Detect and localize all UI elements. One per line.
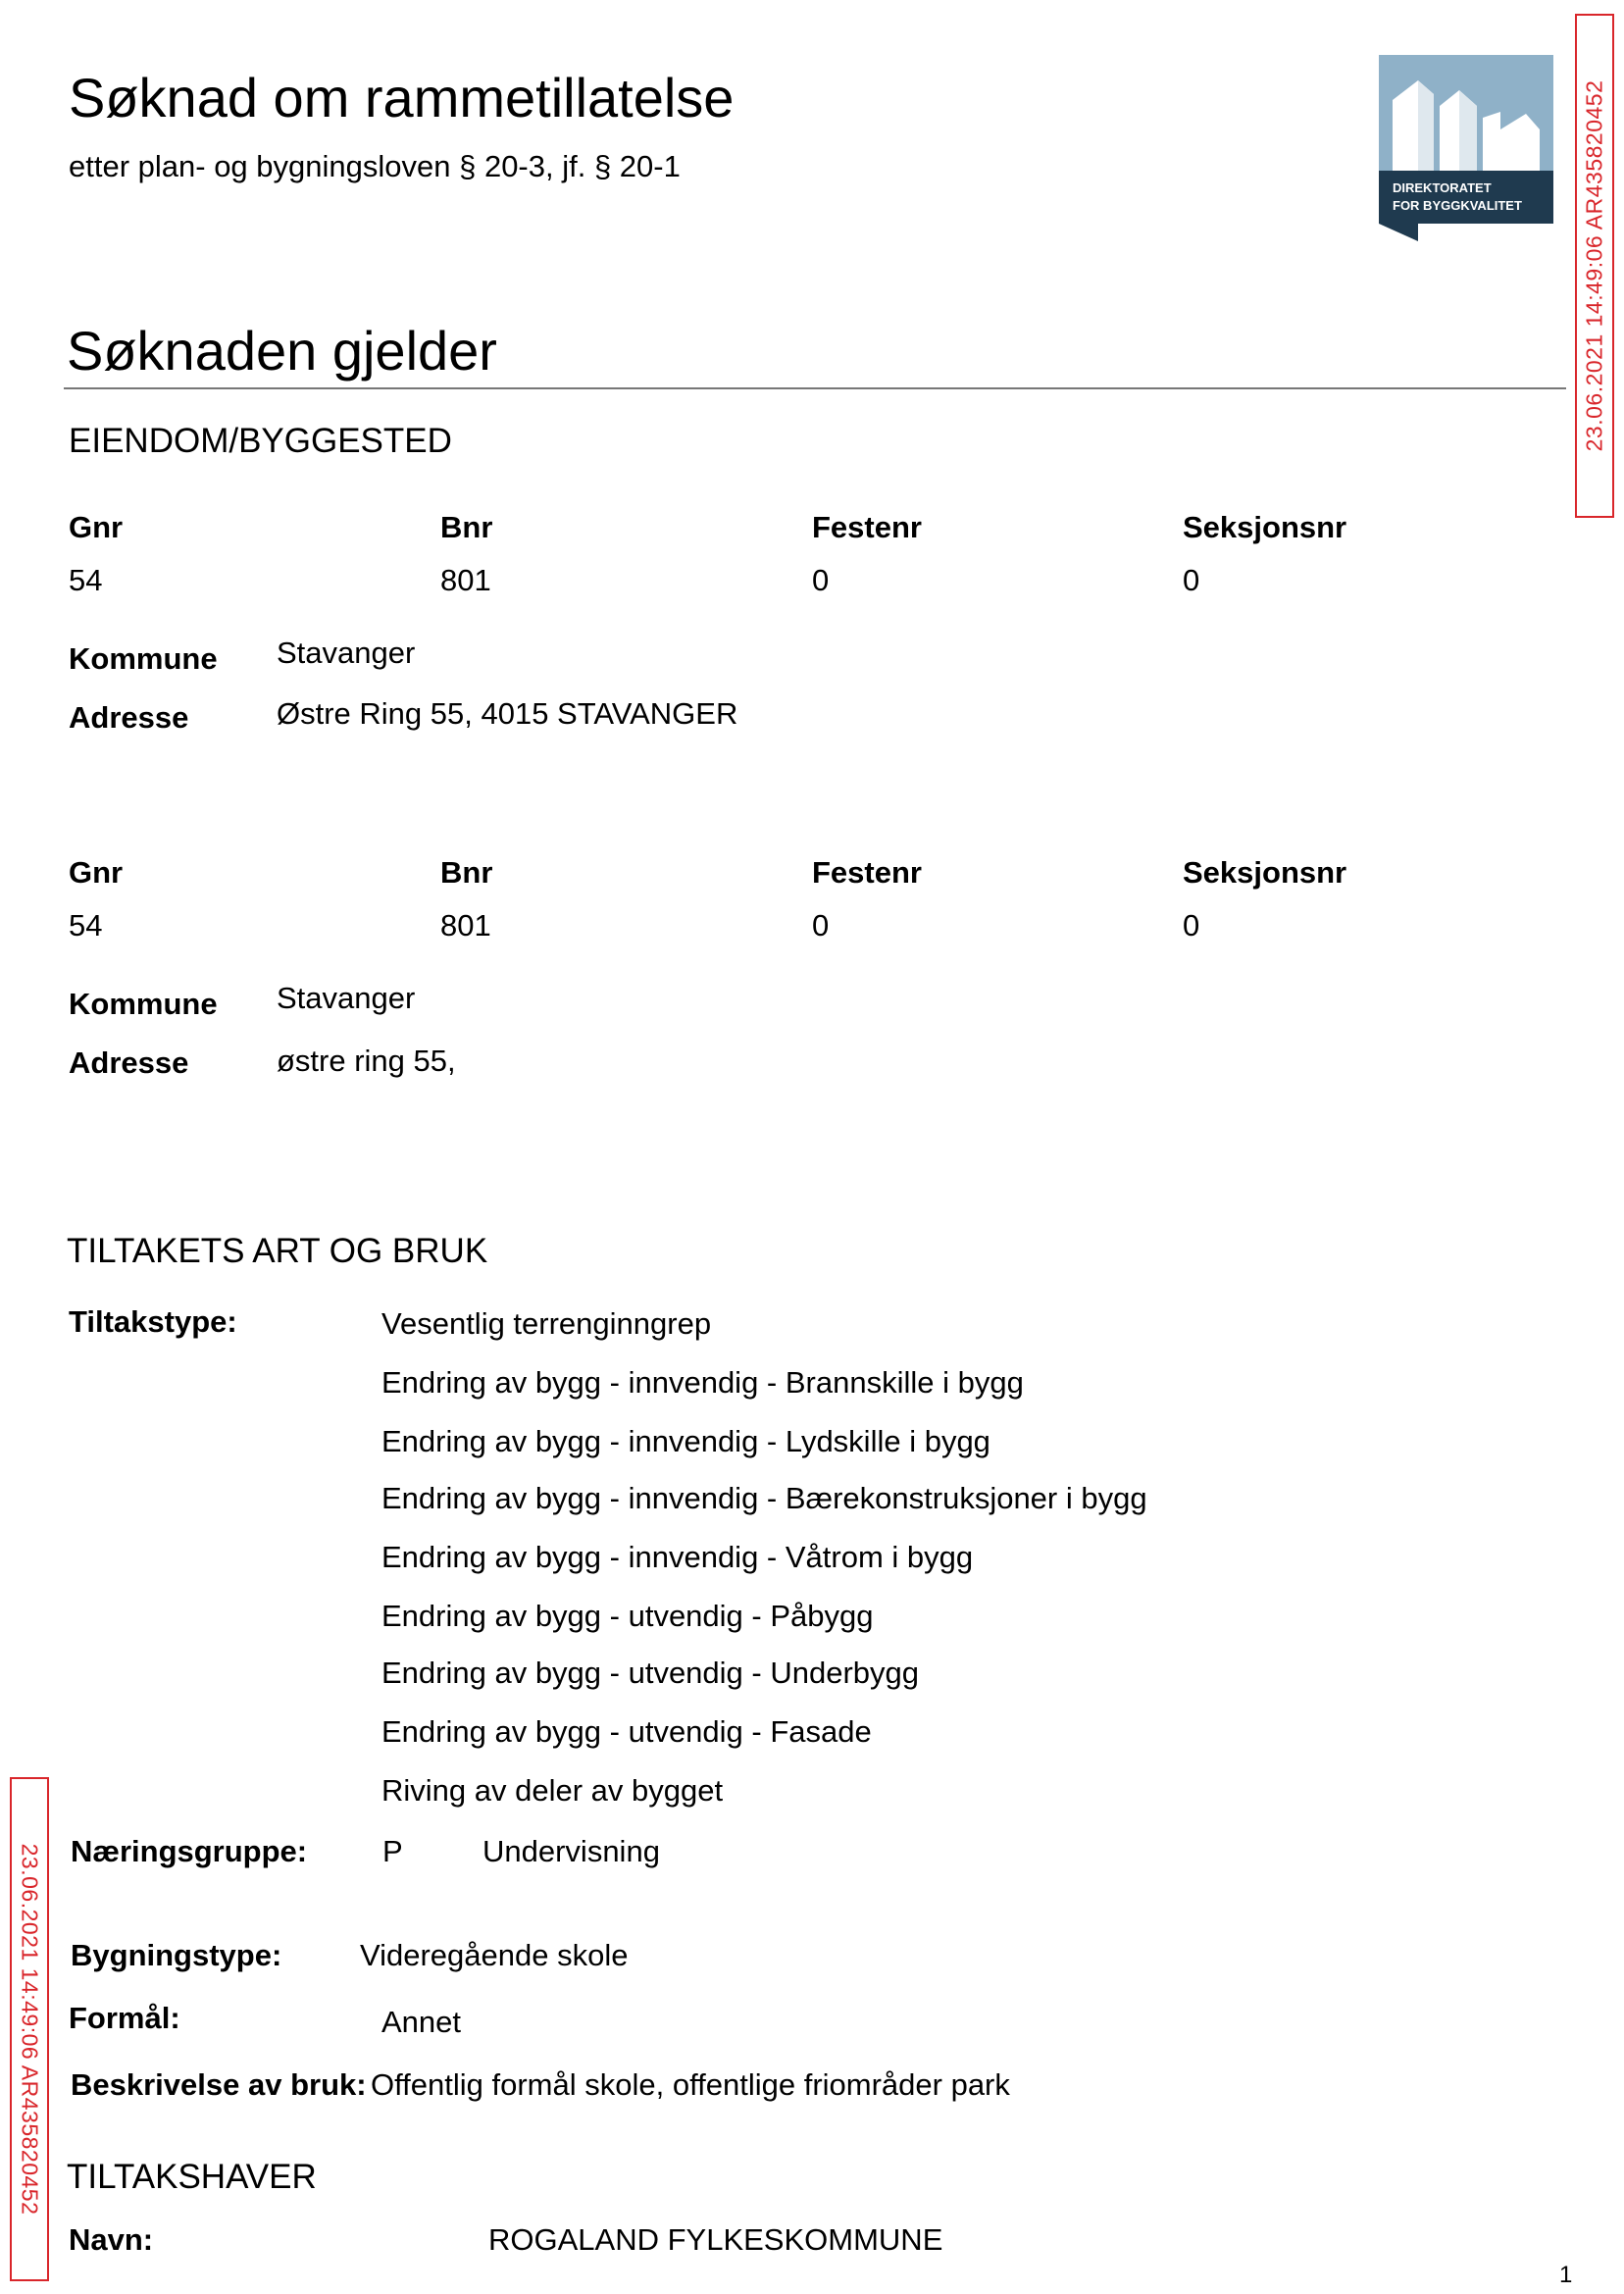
bygningstype-value: Videregående skole — [360, 1938, 629, 1972]
tiltakstype-item: Endring av bygg - innvendig - Våtrom i bygg — [381, 1540, 974, 1574]
property1-gnr-label: Gnr — [69, 510, 124, 544]
tiltakstype-item: Vesentlig terrenginngrep — [381, 1306, 712, 1341]
document-subtitle: etter plan- og bygningsloven § 20-3, jf. § 20-1 — [69, 149, 681, 183]
property2-kommune-value: Stavanger — [277, 981, 416, 1015]
property1-seksjonsnr-value: 0 — [1183, 563, 1200, 597]
naeringsgruppe-code: P — [382, 1834, 403, 1868]
logo-tab — [1379, 224, 1418, 241]
beskrivelse-label: Beskrivelse av bruk: — [71, 2067, 367, 2102]
property1-festenr-label: Festenr — [812, 510, 922, 544]
document-title: Søknad om rammetillatelse — [69, 67, 735, 128]
tiltakstype-item: Endring av bygg - innvendig - Brannskille i bygg — [381, 1365, 1024, 1400]
tiltakstype-item: Endring av bygg - innvendig - Bærekonstruksjoner i bygg — [381, 1481, 1147, 1515]
property1-gnr-value: 54 — [69, 563, 103, 597]
logo-text-line2: FOR BYGGKVALITET — [1393, 198, 1522, 213]
tiltakstype-item: Endring av bygg - innvendig - Lydskille i bygg — [381, 1424, 990, 1458]
formal-label: Formål: — [69, 2001, 180, 2035]
tiltakstype-item: Endring av bygg - utvendig - Underbygg — [381, 1656, 919, 1690]
property1-bnr-label: Bnr — [440, 510, 493, 544]
date-stamp-right-text: 23.06.2021 14:49:06 AR435820452 — [1581, 79, 1607, 452]
property2-festenr-label: Festenr — [812, 855, 922, 890]
beskrivelse-value: Offentlig formål skole, offentlige friområder park — [371, 2067, 1010, 2102]
tiltakstype-item: Endring av bygg - utvendig - Påbygg — [381, 1599, 874, 1633]
tiltakstype-item: Endring av bygg - utvendig - Fasade — [381, 1714, 872, 1749]
property1-bnr-value: 801 — [440, 563, 491, 597]
tiltak-heading: TILTAKETS ART OG BRUK — [67, 1232, 488, 1270]
property2-bnr-value: 801 — [440, 908, 491, 943]
property2-bnr-label: Bnr — [440, 855, 493, 890]
logo-text-line1: DIREKTORATET — [1393, 180, 1492, 195]
property1-festenr-value: 0 — [812, 563, 830, 597]
navn-label: Navn: — [69, 2222, 154, 2257]
property2-gnr-label: Gnr — [69, 855, 124, 890]
tiltakstype-item: Riving av deler av bygget — [381, 1773, 724, 1808]
naeringsgruppe-label: Næringsgruppe: — [71, 1834, 308, 1868]
property2-adresse-label: Adresse — [69, 1045, 189, 1080]
bygningstype-label: Bygningstype: — [71, 1938, 282, 1972]
property2-seksjonsnr-value: 0 — [1183, 908, 1200, 943]
property2-adresse-value: østre ring 55, — [277, 1044, 456, 1078]
date-stamp-right — [1575, 14, 1614, 518]
property2-festenr-value: 0 — [812, 908, 830, 943]
property1-kommune-label: Kommune — [69, 641, 218, 676]
property1-kommune-value: Stavanger — [277, 636, 416, 670]
property1-adresse-value: Østre Ring 55, 4015 STAVANGER — [277, 696, 738, 731]
logo-panel — [1379, 171, 1553, 224]
navn-value: ROGALAND FYLKESKOMMUNE — [488, 2222, 943, 2257]
eiendom-heading: EIENDOM/BYGGESTED — [69, 422, 452, 460]
property2-kommune-label: Kommune — [69, 987, 218, 1021]
date-stamp-left — [10, 1777, 49, 2281]
naeringsgruppe-name: Undervisning — [482, 1834, 660, 1868]
dibk-logo — [1379, 55, 1553, 241]
date-stamp-left-text: 23.06.2021 14:49:06 AR435820452 — [17, 1843, 43, 2216]
property2-seksjonsnr-label: Seksjonsnr — [1183, 855, 1347, 890]
page-number: 1 — [1559, 2262, 1573, 2288]
tiltakshaver-heading: TILTAKSHAVER — [67, 2158, 317, 2196]
section-divider — [64, 387, 1566, 389]
tiltakstype-label: Tiltakstype: — [69, 1304, 237, 1339]
property2-gnr-value: 54 — [69, 908, 103, 943]
property1-adresse-label: Adresse — [69, 700, 189, 735]
section-title: Søknaden gjelder — [67, 320, 497, 382]
property1-seksjonsnr-label: Seksjonsnr — [1183, 510, 1347, 544]
formal-value: Annet — [381, 2005, 462, 2039]
